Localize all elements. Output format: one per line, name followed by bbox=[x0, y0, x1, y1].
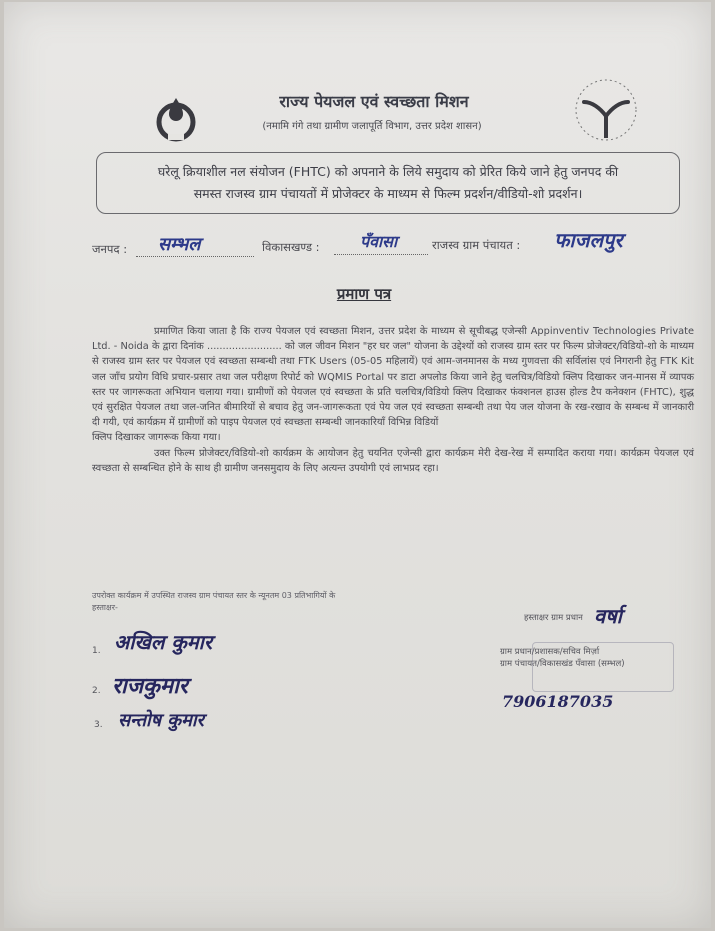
participant-signature-3: सन्तोष कुमार bbox=[118, 710, 204, 731]
janpad-dotted-line bbox=[136, 256, 254, 257]
presence-line-1: उपरोक्त कार्यक्रम में उपस्थित राजस्व ग्राम पंचायत स्तर के न्यूनतम 03 प्रतिभागियों के bbox=[92, 591, 336, 600]
vikaskhand-value: पँवासा bbox=[360, 232, 398, 251]
program-banner bbox=[96, 152, 680, 214]
participant-number-2: 2. bbox=[92, 686, 101, 696]
body-paragraph-1-end: क्लिप दिखाकर जागरूक किया गया। bbox=[92, 432, 221, 444]
participant-number-3: 3. bbox=[94, 720, 103, 730]
signatory-block bbox=[500, 612, 700, 670]
signatory-phone: 7906187035 bbox=[502, 692, 614, 711]
gram-panchayat-value: फाजलपुर bbox=[554, 228, 623, 252]
certificate-body bbox=[92, 324, 694, 476]
org-subtitle: (नमामि गंगे तथा ग्रामीण जलापूर्ति विभाग, उत्तर प्रदेश शासन) bbox=[262, 121, 482, 132]
participant-signature-1: अखिल कुमार bbox=[114, 630, 213, 654]
janpad-value: सम्भल bbox=[158, 234, 201, 255]
participant-signature-2: राजकुमार bbox=[112, 673, 188, 699]
presence-note bbox=[92, 590, 422, 614]
water-mission-logo-icon bbox=[152, 96, 200, 144]
org-title: राज्य पेयजल एवं स्वच्छता मिशन bbox=[279, 92, 469, 111]
body-paragraph-1: प्रमाणित किया जाता है कि राज्य पेयजल एवं स्वच्छता मिशन, उत्तर प्रदेश के माध्यम से सूचीबद्ध एजेन्सी Appinventiv Technologies Private Ltd. - Noida के द्वारा दिनांक ........................ को जल जीवन मिशन "हर घर जल" योजना के उद्देश्यों को राजस्व ग्राम स्तर पर फिल्म प्रोजेक्टर/विडियो-शो के माध्यम से राजस्व ग्राम स्तर पर पेयजल एवं स्वच्छता सम्बन्धी तथा FTK Users (05-05 महिलायें) एवं आम-जनमानस के मध्य गुणवत्ता की सर्विलांस एवं निगरानी हेतु FTK Kit जल जाँच प्रयोग विधि प्रचार-प्रसार तथा जल परीक्षण रिपोर्ट को WQMIS Portal पर डाटा अपलोड किया जाने हेतु चलचित्र/विडियो क्लिप दिखाकर जन-मानस में व्यापक स्तर पर जागरूकता अभियान चलाया गया। ग्रामीणों को पेयजल एवं स्वच्छता के प्रति चलचित्र/विडियो क्लिप दिखाकर फंक्शनल हाउस होल्ड टैप कनेक्शन (FHTC), शुद्ध एवं सुरक्षित पेयजल तथा जल-जनित बीमारियों से बचाव हेतु जन-जागरूकता एवं पेय जल एवं स्वच्छता सम्बन्धी तथा पेय जल योजना के रख-रखाव के सम्बन्ध में जानकारी दी गयी, एवं कार्यक्रम में ग्रामीणों को पाइप पेयजल एवं स्वच्छता सम्बन्धी जानकारियाँ विभिन्न विडियों bbox=[92, 326, 694, 429]
presence-line-2: हस्ताक्षर- bbox=[92, 603, 118, 612]
vikaskhand-label: विकासखण्ड : bbox=[262, 240, 320, 254]
signatory-line-1: हस्ताक्षर ग्राम प्रधान bbox=[524, 613, 583, 623]
certificate-title: प्रमाण पत्र bbox=[336, 285, 392, 303]
janpad-label: जनपद : bbox=[92, 242, 128, 256]
banner-line-2: समस्त राजस्व ग्राम पंचायतों में प्रोजेक्टर के माध्यम से फिल्म प्रदर्शन/वीडियो-शो प्रदर्शन। bbox=[193, 186, 583, 201]
jal-jeevan-mission-logo-icon bbox=[570, 74, 642, 146]
document-page bbox=[4, 2, 711, 928]
gram-panchayat-label: राजस्व ग्राम पंचायत : bbox=[432, 238, 521, 252]
participant-number-1: 1. bbox=[92, 646, 101, 656]
banner-line-1: घरेलू क्रियाशील नल संयोजन (FHTC) को अपनाने के लिये समुदाय को प्रेरित किये जाने हेतु जनपद की bbox=[157, 164, 619, 179]
signatory-signature: वर्षा bbox=[594, 604, 622, 628]
location-fields bbox=[92, 230, 692, 270]
body-paragraph-2: उक्त फिल्म प्रोजेक्टर/विडियो-शो कार्यक्रम के आयोजन हेतु चयनित एजेन्सी द्वारा कार्यक्रम मेरी देख-रेख में सम्पादित कराया गया। कार्यक्रम पेयजल एवं स्वच्छता से सम्बन्धित होने के साथ ही ग्रामीण जनसमुदाय के लिए अत्यन्त उपयोगी एवं लाभप्रद रहा। bbox=[92, 447, 694, 474]
vikaskhand-dotted-line bbox=[334, 254, 428, 255]
signatory-line-2: ग्राम प्रधान/प्रशासक/सचिव मिर्ज़ा bbox=[500, 647, 600, 657]
signatory-line-3: ग्राम पंचायत/विकासखंड पँवासा (सम्भल) bbox=[500, 659, 625, 669]
